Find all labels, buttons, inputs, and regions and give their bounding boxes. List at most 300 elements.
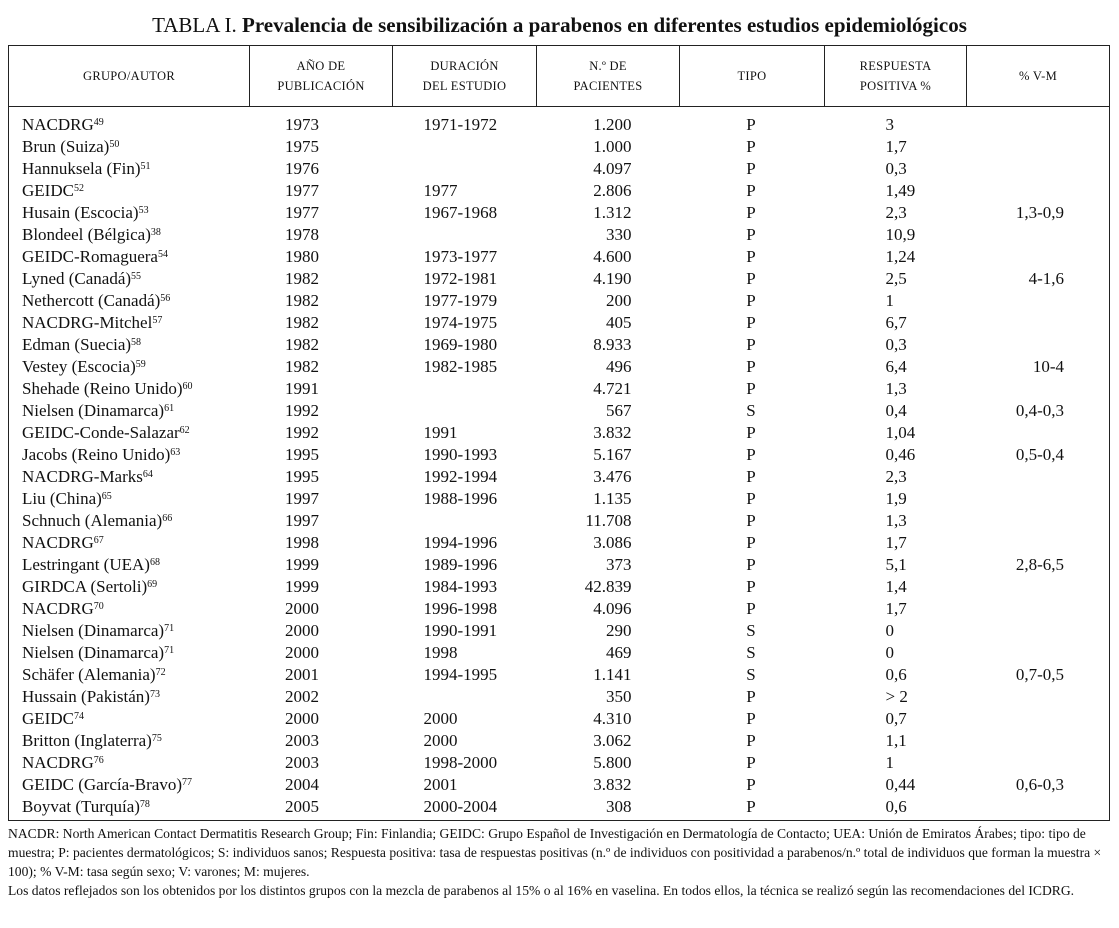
cell-year: 2000 bbox=[285, 709, 319, 728]
cell-author: Hussain (Pakistán)$^{73}$ bbox=[22, 687, 160, 706]
cell-response: 6,4 bbox=[885, 357, 907, 376]
cell-author: Brun (Suiza)$^{50}$ bbox=[22, 137, 120, 156]
cell-patients: 1.000 bbox=[593, 137, 632, 156]
cell-year: 1982 bbox=[285, 357, 319, 376]
cell-year: 1982 bbox=[285, 313, 319, 332]
table-row bbox=[9, 642, 1110, 664]
cell-duration: 1990-1993 bbox=[423, 445, 498, 464]
reference-number: 57 bbox=[152, 315, 163, 326]
cell-vm bbox=[967, 158, 1110, 180]
cell-vm bbox=[967, 466, 1110, 488]
cell-year: 1997 bbox=[285, 489, 319, 508]
reference-number: 52 bbox=[73, 183, 84, 194]
cell-year: 1999 bbox=[285, 555, 319, 574]
reference-number: 67 bbox=[93, 535, 104, 546]
cell-year: 1992 bbox=[285, 423, 319, 442]
cell-duration bbox=[393, 400, 537, 422]
cell-tipo: P bbox=[746, 203, 756, 222]
table-row bbox=[9, 664, 1110, 686]
table-row bbox=[9, 224, 1110, 246]
header-vm: % V-M bbox=[967, 46, 1110, 107]
cell-year: 1975 bbox=[285, 137, 319, 156]
cell-duration: 1984-1993 bbox=[423, 577, 498, 596]
cell-vm bbox=[967, 312, 1110, 334]
cell-year: 1978 bbox=[285, 225, 319, 244]
cell-tipo: P bbox=[746, 687, 756, 706]
cell-author: GIRDCA (Sertoli)$^{69}$ bbox=[22, 577, 158, 596]
cell-tipo: P bbox=[746, 115, 756, 134]
reference-number: 56 bbox=[160, 293, 171, 304]
cell-year: 1998 bbox=[285, 533, 319, 552]
cell-vm: 10-4 bbox=[1032, 357, 1064, 376]
cell-author: Blondeel (Bélgica)$^{38}$ bbox=[22, 225, 161, 244]
cell-author: Jacobs (Reino Unido)$^{63}$ bbox=[22, 445, 181, 464]
cell-vm: 0,5-0,4 bbox=[1015, 445, 1064, 464]
cell-patients: 4.097 bbox=[593, 159, 632, 178]
cell-response: 1,04 bbox=[885, 423, 916, 442]
cell-vm bbox=[967, 796, 1110, 821]
cell-response: 1,7 bbox=[885, 533, 907, 552]
cell-author: Nielsen (Dinamarca)$^{71}$ bbox=[22, 643, 175, 662]
cell-patients: 42.839 bbox=[584, 577, 632, 596]
cell-year: 1991 bbox=[285, 379, 319, 398]
cell-tipo: P bbox=[746, 731, 756, 750]
cell-vm bbox=[967, 290, 1110, 312]
cell-year: 2001 bbox=[285, 665, 319, 684]
cell-response: 10,9 bbox=[885, 225, 916, 244]
cell-year: 2000 bbox=[285, 599, 319, 618]
cell-tipo: P bbox=[746, 313, 756, 332]
cell-author: GEIDC (García-Bravo)$^{77}$ bbox=[22, 775, 193, 794]
cell-author: Lyned (Canadá)$^{55}$ bbox=[22, 269, 142, 288]
cell-vm bbox=[967, 510, 1110, 532]
cell-year: 1973 bbox=[285, 115, 319, 134]
table-footnotes bbox=[8, 824, 1109, 900]
table-row bbox=[9, 136, 1110, 158]
cell-patients: 308 bbox=[606, 797, 632, 816]
reference-number: 61 bbox=[164, 403, 175, 414]
cell-vm bbox=[967, 730, 1110, 752]
cell-patients: 4.310 bbox=[593, 709, 632, 728]
table-row bbox=[9, 422, 1110, 444]
cell-duration: 1998-2000 bbox=[423, 753, 498, 772]
cell-response: 1,1 bbox=[885, 731, 907, 750]
cell-year: 2000 bbox=[285, 643, 319, 662]
table-row bbox=[9, 312, 1110, 334]
cell-response: 1,3 bbox=[885, 511, 907, 530]
cell-duration: 1998 bbox=[423, 643, 458, 662]
cell-tipo: P bbox=[746, 555, 756, 574]
cell-vm bbox=[967, 180, 1110, 202]
cell-tipo: P bbox=[746, 489, 756, 508]
cell-vm bbox=[967, 752, 1110, 774]
cell-year: 2004 bbox=[285, 775, 319, 794]
cell-patients: 3.832 bbox=[593, 775, 632, 794]
table-row bbox=[9, 730, 1110, 752]
table-row bbox=[9, 796, 1110, 821]
cell-response: 2,5 bbox=[885, 269, 907, 288]
cell-duration: 1974-1975 bbox=[423, 313, 498, 332]
header-tipo: TIPO bbox=[680, 46, 825, 107]
table-row bbox=[9, 510, 1110, 532]
cell-response: 0,44 bbox=[885, 775, 916, 794]
reference-number: 50 bbox=[109, 139, 120, 150]
table-body bbox=[9, 107, 1110, 821]
footnote-abbreviations: NACDR: North American Contact Dermatitis Research Group; Fin: Finlandia; GEIDC: Grupo Español de Investigación en Dermatología de Contacto; UEA: Unión de Emiratos Árabes; tipo: tipo de muestra; P: pacientes dermatológicos; S: individuos sanos; Respuesta positiva: tasa de respuestas positivas (n.º de individuos con positividad a parabenos/n.º total de individuos que forman la muestra × 100); % V-M: tasa según sexo; V: varones; M: mujeres. bbox=[8, 826, 1102, 879]
cell-response: 0,3 bbox=[885, 335, 907, 354]
cell-response: 0,6 bbox=[885, 797, 907, 816]
cell-patients: 405 bbox=[606, 313, 632, 332]
prevalence-table bbox=[8, 45, 1110, 821]
cell-year: 1995 bbox=[285, 467, 319, 486]
cell-year: 2003 bbox=[285, 731, 319, 750]
reference-number: 58 bbox=[131, 337, 142, 348]
cell-tipo: P bbox=[746, 159, 756, 178]
cell-response: 0,4 bbox=[885, 401, 907, 420]
cell-year: 1992 bbox=[285, 401, 319, 420]
table-row bbox=[9, 488, 1110, 510]
cell-tipo: P bbox=[746, 599, 756, 618]
table-row bbox=[9, 466, 1110, 488]
cell-duration: 2000 bbox=[423, 731, 458, 750]
cell-vm bbox=[967, 576, 1110, 598]
cell-author: NACDRG$^{70}$ bbox=[22, 599, 104, 618]
cell-patients: 1.312 bbox=[593, 203, 632, 222]
reference-number: 73 bbox=[149, 689, 160, 700]
cell-duration: 1990-1991 bbox=[423, 621, 498, 640]
cell-duration: 1977 bbox=[423, 181, 458, 200]
cell-duration: 2000 bbox=[423, 709, 458, 728]
cell-patients: 5.800 bbox=[593, 753, 632, 772]
cell-year: 1976 bbox=[285, 159, 319, 178]
cell-duration: 2001 bbox=[423, 775, 458, 794]
cell-year: 2002 bbox=[285, 687, 319, 706]
cell-patients: 3.086 bbox=[593, 533, 632, 552]
cell-duration bbox=[393, 686, 537, 708]
cell-response: 0,7 bbox=[885, 709, 907, 728]
footnote-note: Los datos reflejados son los obtenidos por los distintos grupos con la mezcla de parabenos al 15% o al 16% en vaselina. En todos ellos, la técnica se realizó según las recomendaciones del ICDRG. bbox=[8, 883, 1075, 898]
cell-duration: 1971-1972 bbox=[423, 115, 498, 134]
cell-author: NACDRG-Mitchel$^{57}$ bbox=[22, 313, 163, 332]
cell-tipo: P bbox=[746, 269, 756, 288]
cell-patients: 4.600 bbox=[593, 247, 632, 266]
cell-response: 1,9 bbox=[885, 489, 907, 508]
cell-response: 1,7 bbox=[885, 137, 907, 156]
cell-vm bbox=[967, 422, 1110, 444]
cell-response: 1,7 bbox=[885, 599, 907, 618]
reference-number: 76 bbox=[93, 755, 104, 766]
table-row bbox=[9, 268, 1110, 290]
reference-number: 53 bbox=[138, 205, 149, 216]
reference-number: 62 bbox=[179, 425, 190, 436]
reference-number: 63 bbox=[170, 447, 181, 458]
cell-tipo: P bbox=[746, 753, 756, 772]
cell-tipo: P bbox=[746, 797, 756, 816]
cell-vm bbox=[967, 532, 1110, 554]
cell-patients: 8.933 bbox=[593, 335, 632, 354]
cell-author: Vestey (Escocia)$^{59}$ bbox=[22, 357, 146, 376]
reference-number: 66 bbox=[162, 513, 173, 524]
header-patients: N.º DE PACIENTES bbox=[537, 46, 680, 107]
table-row bbox=[9, 752, 1110, 774]
cell-tipo: S bbox=[746, 643, 756, 662]
reference-number: 74 bbox=[73, 711, 84, 722]
cell-vm: 0,6-0,3 bbox=[1015, 775, 1064, 794]
cell-author: Nielsen (Dinamarca)$^{61}$ bbox=[22, 401, 175, 420]
table-row bbox=[9, 180, 1110, 202]
cell-author: Schnuch (Alemania)$^{66}$ bbox=[22, 511, 173, 530]
cell-patients: 3.062 bbox=[593, 731, 632, 750]
cell-vm: 0,7-0,5 bbox=[1015, 665, 1064, 684]
cell-vm: 4-1,6 bbox=[1028, 269, 1064, 288]
table-number: TABLA I. bbox=[152, 13, 237, 37]
cell-tipo: P bbox=[746, 511, 756, 530]
cell-tipo: P bbox=[746, 709, 756, 728]
header-author: GRUPO/AUTOR bbox=[9, 46, 250, 107]
cell-tipo: P bbox=[746, 181, 756, 200]
cell-duration: 1996-1998 bbox=[423, 599, 498, 618]
reference-number: 64 bbox=[142, 469, 153, 480]
table-row bbox=[9, 774, 1110, 796]
reference-number: 72 bbox=[155, 667, 166, 678]
cell-response: 0,6 bbox=[885, 665, 907, 684]
table-header bbox=[9, 46, 1110, 107]
cell-response: 0 bbox=[885, 643, 894, 662]
cell-patients: 1.200 bbox=[593, 115, 632, 134]
reference-number: 71 bbox=[164, 645, 175, 656]
cell-year: 1977 bbox=[285, 203, 319, 222]
cell-year: 1999 bbox=[285, 577, 319, 596]
cell-tipo: P bbox=[746, 423, 756, 442]
cell-patients: 567 bbox=[606, 401, 632, 420]
cell-vm bbox=[967, 708, 1110, 730]
cell-vm bbox=[967, 136, 1110, 158]
cell-year: 1980 bbox=[285, 247, 319, 266]
table-row bbox=[9, 620, 1110, 642]
reference-number: 75 bbox=[151, 733, 162, 744]
cell-patients: 496 bbox=[606, 357, 632, 376]
cell-duration bbox=[393, 224, 537, 246]
reference-number: 71 bbox=[164, 623, 175, 634]
reference-number: 69 bbox=[147, 579, 158, 590]
cell-author: Boyvat (Turquía)$^{78}$ bbox=[22, 797, 150, 816]
header-response: RESPUESTA POSITIVA % bbox=[825, 46, 967, 107]
cell-tipo: P bbox=[746, 357, 756, 376]
cell-duration: 1988-1996 bbox=[423, 489, 498, 508]
cell-vm bbox=[967, 334, 1110, 356]
cell-tipo: P bbox=[746, 335, 756, 354]
cell-author: NACDRG$^{49}$ bbox=[22, 115, 104, 134]
cell-duration: 1977-1979 bbox=[423, 291, 498, 310]
cell-patients: 2.806 bbox=[593, 181, 632, 200]
cell-tipo: P bbox=[746, 379, 756, 398]
cell-author: GEIDC-Conde-Salazar$^{62}$ bbox=[22, 423, 190, 442]
table-row bbox=[9, 554, 1110, 576]
table-row bbox=[9, 290, 1110, 312]
table-row bbox=[9, 708, 1110, 730]
cell-year: 2003 bbox=[285, 753, 319, 772]
cell-vm bbox=[967, 642, 1110, 664]
reference-number: 65 bbox=[101, 491, 112, 502]
cell-author: Liu (China)$^{65}$ bbox=[22, 489, 112, 508]
cell-patients: 5.167 bbox=[593, 445, 632, 464]
reference-number: 49 bbox=[93, 117, 104, 128]
cell-response: 0 bbox=[885, 621, 894, 640]
cell-author: Nielsen (Dinamarca)$^{71}$ bbox=[22, 621, 175, 640]
cell-duration bbox=[393, 510, 537, 532]
cell-duration: 1982-1985 bbox=[423, 357, 498, 376]
cell-duration bbox=[393, 158, 537, 180]
cell-response: 1,24 bbox=[885, 247, 916, 266]
cell-response: 0,46 bbox=[885, 445, 916, 464]
cell-author: GEIDC$^{74}$ bbox=[22, 709, 84, 728]
cell-patients: 11.708 bbox=[585, 511, 632, 530]
cell-author: Schäfer (Alemania)$^{72}$ bbox=[22, 665, 166, 684]
cell-patients: 1.135 bbox=[593, 489, 632, 508]
cell-vm bbox=[967, 246, 1110, 268]
table-row bbox=[9, 334, 1110, 356]
cell-tipo: P bbox=[746, 467, 756, 486]
cell-year: 1982 bbox=[285, 269, 319, 288]
cell-patients: 330 bbox=[606, 225, 632, 244]
cell-vm bbox=[967, 686, 1110, 708]
cell-patients: 350 bbox=[606, 687, 632, 706]
cell-author: Britton (Inglaterra)$^{75}$ bbox=[22, 731, 162, 750]
cell-patients: 469 bbox=[606, 643, 632, 662]
cell-response: 2,3 bbox=[885, 203, 907, 222]
cell-patients: 200 bbox=[606, 291, 632, 310]
reference-number: 51 bbox=[140, 161, 151, 172]
cell-response: 1,3 bbox=[885, 379, 907, 398]
reference-number: 60 bbox=[182, 381, 193, 392]
cell-duration: 1972-1981 bbox=[423, 269, 498, 288]
cell-patients: 3.476 bbox=[593, 467, 632, 486]
cell-patients: 373 bbox=[606, 555, 632, 574]
cell-patients: 3.832 bbox=[593, 423, 632, 442]
cell-duration: 2000-2004 bbox=[423, 797, 498, 816]
table-row bbox=[9, 158, 1110, 180]
cell-tipo: P bbox=[746, 533, 756, 552]
reference-number: 70 bbox=[93, 601, 104, 612]
cell-year: 1977 bbox=[285, 181, 319, 200]
table-row bbox=[9, 444, 1110, 466]
table-row bbox=[9, 107, 1110, 137]
cell-tipo: P bbox=[746, 225, 756, 244]
cell-duration: 1989-1996 bbox=[423, 555, 498, 574]
cell-tipo: S bbox=[746, 665, 756, 684]
cell-tipo: P bbox=[746, 445, 756, 464]
cell-response: 2,3 bbox=[885, 467, 907, 486]
cell-response: 1 bbox=[885, 753, 894, 772]
cell-duration: 1967-1968 bbox=[423, 203, 498, 222]
table-row bbox=[9, 356, 1110, 378]
cell-response: 5,1 bbox=[885, 555, 907, 574]
reference-number: 77 bbox=[182, 777, 193, 788]
table-row bbox=[9, 400, 1110, 422]
cell-tipo: P bbox=[746, 137, 756, 156]
header-duration: DURACIÓN DEL ESTUDIO bbox=[393, 46, 537, 107]
cell-patients: 4.190 bbox=[593, 269, 632, 288]
cell-tipo: S bbox=[746, 401, 756, 420]
reference-number: 55 bbox=[131, 271, 142, 282]
cell-year: 1982 bbox=[285, 335, 319, 354]
cell-author: Edman (Suecia)$^{58}$ bbox=[22, 335, 142, 354]
reference-number: 54 bbox=[157, 249, 168, 260]
table-row bbox=[9, 378, 1110, 400]
cell-patients: 4.096 bbox=[593, 599, 632, 618]
table-row bbox=[9, 686, 1110, 708]
cell-patients: 4.721 bbox=[593, 379, 632, 398]
cell-duration: 1994-1995 bbox=[423, 665, 498, 684]
cell-vm bbox=[967, 488, 1110, 510]
cell-duration bbox=[393, 136, 537, 158]
cell-author: Hannuksela (Fin)$^{51}$ bbox=[22, 159, 151, 178]
table-row bbox=[9, 202, 1110, 224]
cell-duration bbox=[393, 378, 537, 400]
cell-tipo: P bbox=[746, 577, 756, 596]
cell-vm: 1,3-0,9 bbox=[1015, 203, 1064, 222]
cell-duration: 1994-1996 bbox=[423, 533, 498, 552]
cell-vm bbox=[967, 620, 1110, 642]
cell-tipo: P bbox=[746, 247, 756, 266]
cell-response: 1 bbox=[885, 291, 894, 310]
cell-vm bbox=[967, 378, 1110, 400]
reference-number: 78 bbox=[139, 799, 150, 810]
cell-tipo: S bbox=[746, 621, 756, 640]
cell-author: Shehade (Reino Unido)$^{60}$ bbox=[22, 379, 193, 398]
cell-year: 2005 bbox=[285, 797, 319, 816]
cell-year: 1982 bbox=[285, 291, 319, 310]
cell-response: 1,49 bbox=[885, 181, 916, 200]
cell-author: NACDRG$^{76}$ bbox=[22, 753, 104, 772]
cell-author: NACDRG$^{67}$ bbox=[22, 533, 104, 552]
cell-patients: 1.141 bbox=[593, 665, 632, 684]
cell-author: GEIDC-Romaguera$^{54}$ bbox=[22, 247, 168, 266]
cell-tipo: P bbox=[746, 291, 756, 310]
cell-duration: 1969-1980 bbox=[423, 335, 498, 354]
table-caption: Prevalencia de sensibilización a parabenos en diferentes estudios epidemiológicos bbox=[242, 13, 967, 37]
cell-patients: 290 bbox=[606, 621, 632, 640]
table-row bbox=[9, 576, 1110, 598]
table-title bbox=[0, 12, 1119, 38]
cell-duration: 1991 bbox=[423, 423, 458, 442]
cell-vm: 0,4-0,3 bbox=[1015, 401, 1064, 420]
cell-vm bbox=[967, 224, 1110, 246]
cell-vm: 2,8-6,5 bbox=[1015, 555, 1064, 574]
cell-vm bbox=[967, 598, 1110, 620]
cell-author: GEIDC$^{52}$ bbox=[22, 181, 84, 200]
cell-vm bbox=[967, 107, 1110, 137]
cell-year: 1995 bbox=[285, 445, 319, 464]
header-year: AÑO DE PUBLICACIÓN bbox=[250, 46, 393, 107]
cell-response: 6,7 bbox=[885, 313, 907, 332]
cell-tipo: P bbox=[746, 775, 756, 794]
reference-number: 38 bbox=[150, 227, 161, 238]
table-row bbox=[9, 598, 1110, 620]
cell-duration: 1973-1977 bbox=[423, 247, 498, 266]
cell-author: NACDRG-Marks$^{64}$ bbox=[22, 467, 153, 486]
cell-year: 1997 bbox=[285, 511, 319, 530]
cell-year: 2000 bbox=[285, 621, 319, 640]
table-row bbox=[9, 246, 1110, 268]
cell-response: 0,3 bbox=[885, 159, 907, 178]
cell-duration: 1992-1994 bbox=[423, 467, 498, 486]
cell-author: Husain (Escocia)$^{53}$ bbox=[22, 203, 149, 222]
cell-response: > 2 bbox=[885, 687, 908, 706]
cell-author: Lestringant (UEA)$^{68}$ bbox=[22, 555, 160, 574]
reference-number: 59 bbox=[135, 359, 146, 370]
table-row bbox=[9, 532, 1110, 554]
